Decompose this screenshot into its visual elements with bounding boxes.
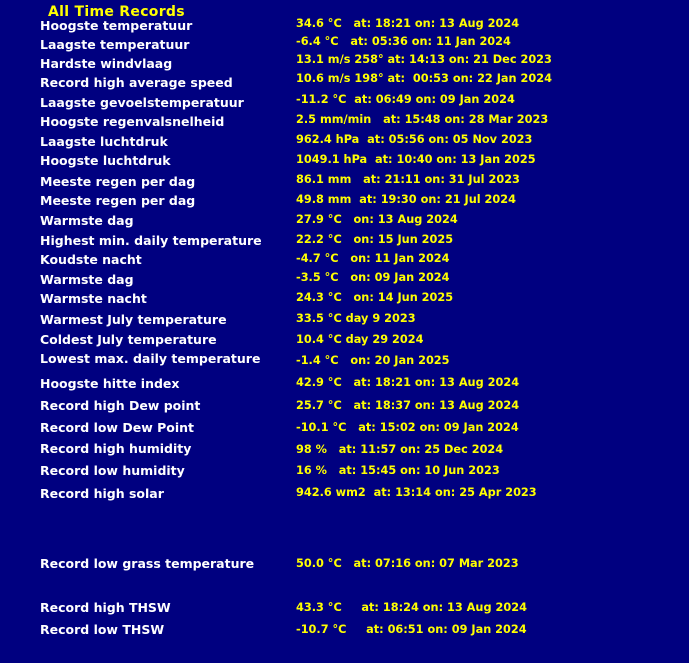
record-value: 43.3 °C at: 18:24 on: 13 Aug 2024 (296, 601, 527, 614)
record-value: -11.2 °C at: 06:49 on: 09 Jan 2024 (296, 93, 515, 106)
record-label: Hoogste temperatuur (40, 18, 193, 33)
record-value: 1049.1 hPa at: 10:40 on: 13 Jan 2025 (296, 153, 536, 166)
record-label: Hoogste hitte index (40, 376, 180, 391)
record-label: Laagste temperatuur (40, 37, 190, 52)
record-value: 33.5 °C day 9 2023 (296, 312, 416, 325)
record-label: Hardste windvlaag (40, 56, 173, 71)
record-value: 49.8 mm at: 19:30 on: 21 Jul 2024 (296, 193, 516, 206)
record-label: Record high THSW (40, 600, 171, 615)
record-value: 86.1 mm at: 21:11 on: 31 Jul 2023 (296, 173, 520, 186)
record-value: 10.4 °C day 29 2024 (296, 333, 424, 346)
record-label: Meeste regen per dag (40, 193, 196, 208)
record-label: Warmste nacht (40, 291, 147, 306)
record-value: 25.7 °C at: 18:37 on: 13 Aug 2024 (296, 399, 520, 412)
record-value: 34.6 °C at: 18:21 on: 13 Aug 2024 (296, 17, 520, 30)
record-value: -1.4 °C on: 20 Jan 2025 (296, 354, 450, 367)
record-value: 16 % at: 15:45 on: 10 Jun 2023 (296, 464, 500, 477)
record-value: 942.6 wm2 at: 13:14 on: 25 Apr 2023 (296, 486, 537, 499)
record-value: -4.7 °C on: 11 Jan 2024 (296, 252, 450, 265)
record-label: Laagste luchtdruk (40, 134, 168, 149)
record-value: 42.9 °C at: 18:21 on: 13 Aug 2024 (296, 376, 520, 389)
record-label: Highest min. daily temperature (40, 233, 262, 248)
record-label: Meeste regen per dag (40, 174, 196, 189)
record-label: Laagste gevoelstemperatuur (40, 95, 244, 110)
record-label: Record high Dew point (40, 398, 201, 413)
record-label: Warmest July temperature (40, 312, 227, 327)
record-label: Record low THSW (40, 622, 165, 637)
record-value: -10.7 °C at: 06:51 on: 09 Jan 2024 (296, 623, 527, 636)
record-label: Record low humidity (40, 463, 185, 478)
record-label: Record high solar (40, 486, 164, 501)
record-label: Record high humidity (40, 441, 192, 456)
record-value: 98 % at: 11:57 on: 25 Dec 2024 (296, 443, 504, 456)
record-value: -10.1 °C at: 15:02 on: 09 Jan 2024 (296, 421, 519, 434)
record-value: 27.9 °C on: 13 Aug 2024 (296, 213, 458, 226)
record-value: 10.6 m/s 198° at: 00:53 on: 22 Jan 2024 (296, 72, 552, 85)
record-value: 22.2 °C on: 15 Jun 2025 (296, 233, 454, 246)
record-label: Warmste dag (40, 213, 134, 228)
record-label: Warmste dag (40, 272, 134, 287)
record-value: -6.4 °C at: 05:36 on: 11 Jan 2024 (296, 35, 511, 48)
record-label: Hoogste luchtdruk (40, 153, 171, 168)
record-label: Record low grass temperature (40, 556, 255, 571)
page-title: All Time Records (48, 4, 185, 20)
record-label: Coldest July temperature (40, 332, 217, 347)
record-value: 2.5 mm/min at: 15:48 on: 28 Mar 2023 (296, 113, 549, 126)
record-label: Koudste nacht (40, 252, 142, 267)
record-label: Record high average speed (40, 75, 233, 90)
record-label: Hoogste regenvalsnelheid (40, 114, 225, 129)
record-value: 13.1 m/s 258° at: 14:13 on: 21 Dec 2023 (296, 53, 552, 66)
record-value: -3.5 °C on: 09 Jan 2024 (296, 271, 450, 284)
record-label: Record low Dew Point (40, 420, 194, 435)
record-label: Lowest max. daily temperature (40, 351, 261, 366)
record-value: 50.0 °C at: 07:16 on: 07 Mar 2023 (296, 557, 519, 570)
record-value: 962.4 hPa at: 05:56 on: 05 Nov 2023 (296, 133, 533, 146)
record-value: 24.3 °C on: 14 Jun 2025 (296, 291, 454, 304)
